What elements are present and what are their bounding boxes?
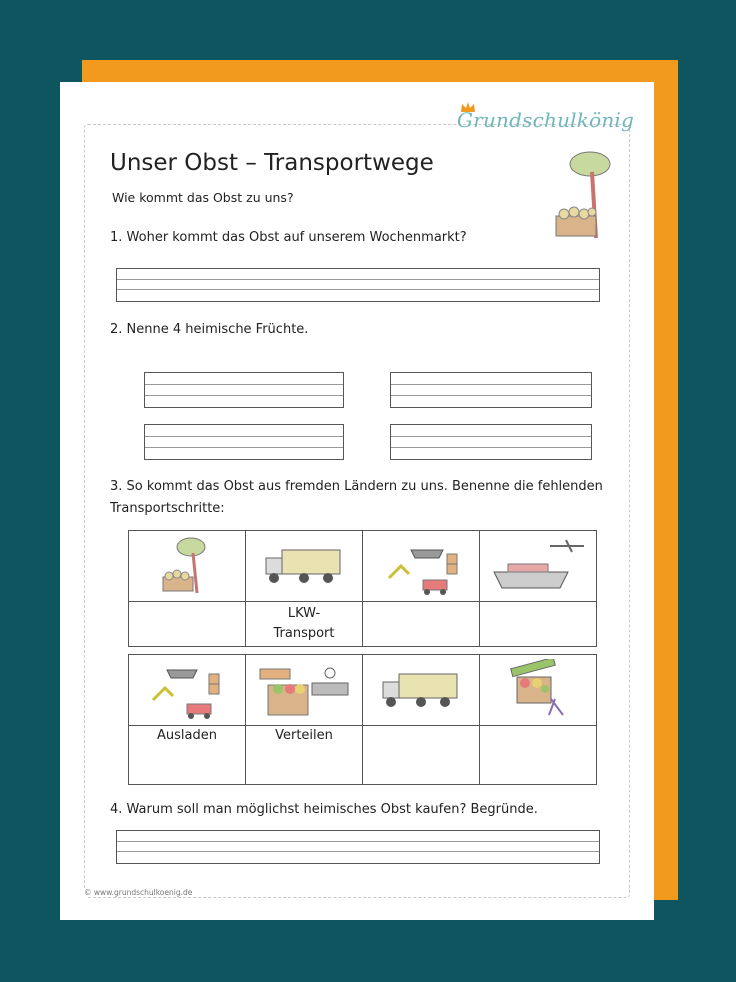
label-ausladen: Ausladen: [129, 726, 246, 785]
market-stall-icon: [254, 659, 354, 721]
label-cell-1-4[interactable]: [480, 602, 597, 647]
truck-icon: [264, 546, 344, 586]
question-2: 2. Nenne 4 heimische Früchte.: [110, 322, 309, 337]
label-cell-1-1[interactable]: [129, 602, 246, 647]
page-subtitle: Wie kommt das Obst zu uns?: [112, 190, 294, 205]
answer-lines-2d[interactable]: [390, 424, 592, 460]
label-cell-1-3[interactable]: [363, 602, 480, 647]
answer-lines-4[interactable]: [116, 830, 600, 864]
ship-loading-icon: [381, 536, 461, 596]
answer-lines-2b[interactable]: [390, 372, 592, 408]
fruit-tree-icon: [157, 535, 217, 597]
fruit-basket-icon: [503, 659, 573, 721]
transport-table-row-2: [128, 654, 597, 785]
cell-pic-1-2: [246, 531, 363, 602]
cell-pic-2-4: [480, 655, 597, 726]
answer-lines-2c[interactable]: [144, 424, 344, 460]
truck-icon: [381, 670, 461, 710]
label-cell-2-3[interactable]: [363, 726, 480, 785]
label-cell-1-2: [246, 602, 363, 647]
airplane-ship-icon: [488, 536, 588, 596]
ship-unloading-icon: [147, 660, 227, 720]
cell-pic-1-4: [480, 531, 597, 602]
transport-table-row-1: [128, 530, 597, 647]
footer-copyright: © www.grundschulkoenig.de: [84, 888, 196, 897]
answer-lines-1[interactable]: [116, 268, 600, 302]
cell-pic-2-1: [129, 655, 246, 726]
label-lkw-transport: LKW- Transport: [273, 606, 335, 641]
page-title: Unser Obst – Transportwege: [110, 150, 434, 176]
question-3: 3. So kommt das Obst aus fremden Ländern zu uns. Benenne die fehlenden Transportschritte:: [110, 479, 603, 516]
answer-lines-2a[interactable]: [144, 372, 344, 408]
label-verteilen: Verteilen: [246, 726, 363, 785]
question-1: 1. Woher kommt das Obst auf unserem Wochenmarkt?: [110, 230, 467, 245]
cell-pic-2-3: [363, 655, 480, 726]
question-4: 4. Warum soll man möglichst heimisches Obst kaufen? Begründe.: [110, 802, 538, 817]
cell-pic-1-3: [363, 531, 480, 602]
cell-pic-1-1: [129, 531, 246, 602]
cell-pic-2-2: [246, 655, 363, 726]
label-cell-2-4[interactable]: [480, 726, 597, 785]
fruit-tree-icon: [550, 148, 614, 248]
worksheet-page: [60, 82, 654, 920]
brand-logo: Grundschulkönig: [457, 108, 634, 132]
